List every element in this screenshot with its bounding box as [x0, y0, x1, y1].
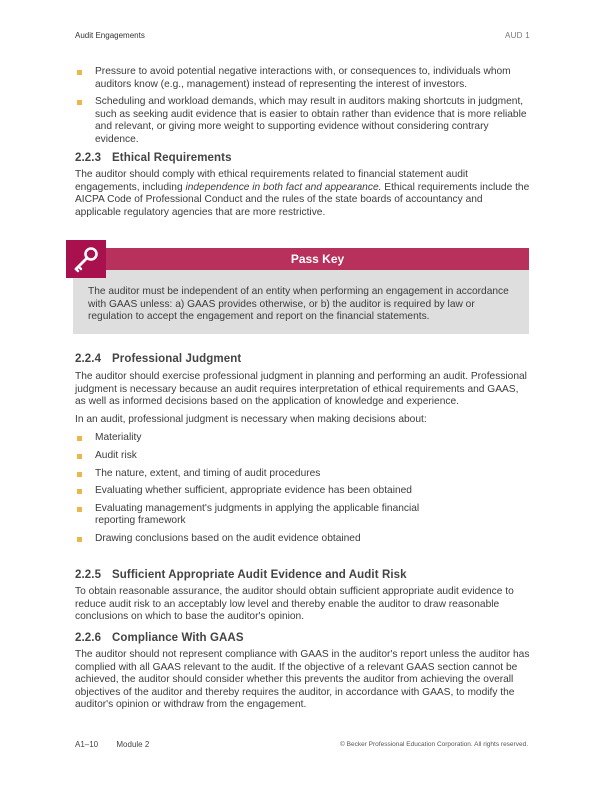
bullet-icon	[77, 507, 82, 512]
section-paragraph: To obtain reasonable assurance, the auditor should obtain sufficient appropriate audit evidence to reduce audit risk to an acceptably low level and thereby enable the auditor to draw reasonable conclusions on which to base the auditor's opinion.	[75, 586, 514, 623]
pass-key-title: Pass Key	[106, 248, 529, 270]
bullet-icon	[77, 100, 82, 105]
running-code: AUD 1	[504, 31, 530, 40]
bullet-icon	[77, 472, 82, 477]
section-paragraph: The auditor should not represent compliance with GAAS in the auditor's report unless the auditor has complied with all GAAS relevant to the audit. If the objective of a relevant GAAS section cannot be achieved, the auditor should consider whether this prevents the auditor from achieving the overall objectives of the auditor and thereby requires the auditor, in accordance with GAAS, to modify the auditor's opinion or withdraw from the engagement.	[75, 649, 530, 711]
list-item: Evaluating management's judgments in applying the applicable financial reporting framework	[75, 503, 440, 528]
section-2-2-6	[75, 632, 530, 712]
list-item: Drawing conclusions based on the audit evidence obtained	[75, 533, 530, 546]
section-paragraph: The auditor should exercise professional judgment in planning and performing an audit. Professional judgment is necessary because an audit requires interpretation of ethical requirements and GAAS, as well as informed decisions based on the application of knowledge and experience.	[75, 371, 527, 408]
section-heading: 2.2.4 Professional Judgment	[75, 353, 242, 365]
intro-section	[75, 66, 530, 152]
bullet-icon	[77, 537, 82, 542]
key-icon-box	[66, 240, 106, 278]
section-heading: 2.2.6 Compliance With GAAS	[75, 632, 244, 644]
section-paragraph: In an audit, professional judgment is necessary when making decisions about:	[75, 413, 427, 425]
list-item: Materiality	[75, 432, 530, 445]
list-item: Audit risk	[75, 450, 530, 463]
pass-key-callout	[66, 240, 529, 334]
section-2-2-5	[75, 569, 530, 624]
footer-left	[75, 740, 165, 749]
module-label: Module 2	[116, 740, 150, 749]
bullet-icon	[77, 489, 82, 494]
key-icon	[71, 244, 101, 274]
page-number: A1–10	[75, 740, 99, 749]
pass-key-text: The auditor must be independent of an entity when performing an engagement in accordance with GAAS unless: a) GAAS provides otherwise, or b) the auditor is required by law or regulation to accept the engagement and report on the financial statements.	[88, 286, 509, 323]
intro-bullet-list	[75, 66, 530, 147]
list-item: Pressure to avoid potential negative interactions with, or consequences to, individuals whom auditors know (e.g., management) instead of representing the interest of investors.	[75, 66, 530, 91]
section-paragraph: The auditor should comply with ethical requirements related to financial statement audit engagements, including independence in both fact and appearance. Ethical requirements include the AICPA Code of Professional Conduct and the rules of the state boards of accountancy and applicable regulatory agencies that are more restrictive.	[75, 169, 530, 218]
section-2-2-3	[75, 152, 530, 219]
copyright: © Becker Professional Education Corporation. All rights reserved.	[340, 741, 528, 748]
list-item: The nature, extent, and timing of audit procedures	[75, 468, 530, 481]
list-item: Scheduling and workload demands, which may result in auditors making shortcuts in judgment, such as seeking audit evidence that is easier to obtain rather than evidence that is more reliable and relevant, or giving more weight to supporting evidence without considering contrary evidence.	[75, 96, 530, 146]
bullet-icon	[77, 436, 82, 441]
running-head: Audit Engagements	[75, 31, 145, 40]
section-heading: 2.2.3 Ethical Requirements	[75, 152, 232, 164]
section-2-2-4	[75, 353, 530, 551]
bullet-icon	[77, 70, 82, 75]
section-heading: 2.2.5 Sufficient Appropriate Audit Evidence and Audit Risk	[75, 569, 407, 581]
judgment-bullet-list	[75, 432, 530, 545]
bullet-icon	[77, 454, 82, 459]
list-item: Evaluating whether sufficient, appropriate evidence has been obtained	[75, 485, 530, 498]
